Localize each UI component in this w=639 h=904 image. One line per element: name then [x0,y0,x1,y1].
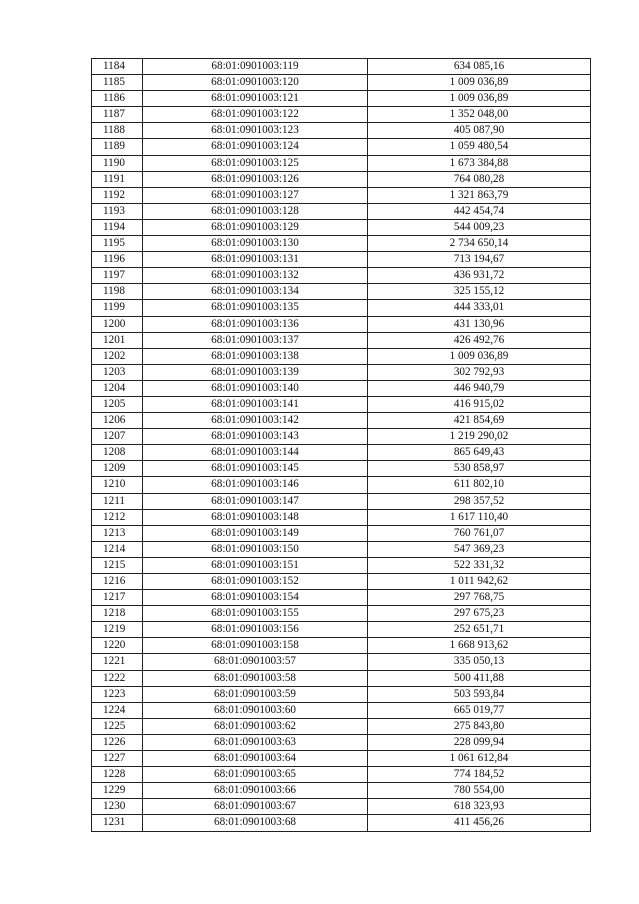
table-row [92,574,591,590]
cadastral-value-cell: 1 219 290,02 [368,429,591,445]
cadastral-value-cell: 446 940,79 [368,380,591,396]
cadastral-number-cell: 68:01:0901003:147 [143,493,368,509]
row-number-cell: 1231 [92,815,143,831]
row-number-cell: 1227 [92,751,143,767]
cadastral-value-cell: 426 492,76 [368,332,591,348]
table-row [92,557,591,573]
table-row [92,751,591,767]
table-row [92,268,591,284]
row-number-cell: 1223 [92,686,143,702]
row-number-cell: 1208 [92,445,143,461]
row-number-cell: 1210 [92,477,143,493]
cadastral-value-cell: 252 651,71 [368,622,591,638]
cadastral-value-cell: 1 009 036,89 [368,348,591,364]
table-row [92,509,591,525]
table-row [92,171,591,187]
table-row [92,606,591,622]
table-row [92,702,591,718]
cadastral-number-cell: 68:01:0901003:132 [143,268,368,284]
cadastral-value-cell: 297 675,23 [368,606,591,622]
row-number-cell: 1204 [92,380,143,396]
cadastral-value-cell: 1 673 384,88 [368,155,591,171]
cadastral-value-cell: 416 915,02 [368,396,591,412]
cadastral-number-cell: 68:01:0901003:58 [143,670,368,686]
cadastral-value-cell: 618 323,93 [368,799,591,815]
cadastral-value-table [91,58,591,832]
row-number-cell: 1220 [92,638,143,654]
table-row [92,429,591,445]
table-row [92,139,591,155]
row-number-cell: 1201 [92,332,143,348]
cadastral-number-cell: 68:01:0901003:120 [143,75,368,91]
cadastral-number-cell: 68:01:0901003:141 [143,396,368,412]
cadastral-number-cell: 68:01:0901003:154 [143,590,368,606]
cadastral-value-cell: 275 843,80 [368,718,591,734]
row-number-cell: 1197 [92,268,143,284]
cadastral-number-cell: 68:01:0901003:150 [143,541,368,557]
row-number-cell: 1224 [92,702,143,718]
row-number-cell: 1219 [92,622,143,638]
table-row [92,799,591,815]
cadastral-number-cell: 68:01:0901003:143 [143,429,368,445]
cadastral-number-cell: 68:01:0901003:124 [143,139,368,155]
cadastral-value-cell: 325 155,12 [368,284,591,300]
cadastral-value-cell: 522 331,32 [368,557,591,573]
table-row [92,670,591,686]
cadastral-value-cell: 500 411,88 [368,670,591,686]
row-number-cell: 1190 [92,155,143,171]
cadastral-number-cell: 68:01:0901003:64 [143,751,368,767]
table-row [92,445,591,461]
table-row [92,380,591,396]
cadastral-value-cell: 1 059 480,54 [368,139,591,155]
cadastral-value-cell: 774 184,52 [368,767,591,783]
cadastral-value-cell: 405 087,90 [368,123,591,139]
table-row [92,203,591,219]
row-number-cell: 1212 [92,509,143,525]
row-number-cell: 1218 [92,606,143,622]
cadastral-value-cell: 634 085,16 [368,59,591,75]
row-number-cell: 1198 [92,284,143,300]
table-row [92,396,591,412]
cadastral-number-cell: 68:01:0901003:151 [143,557,368,573]
table-row [92,686,591,702]
cadastral-number-cell: 68:01:0901003:62 [143,718,368,734]
table-row [92,654,591,670]
cadastral-number-cell: 68:01:0901003:123 [143,123,368,139]
cadastral-value-cell: 2 734 650,14 [368,236,591,252]
table-row [92,815,591,831]
row-number-cell: 1191 [92,171,143,187]
cadastral-number-cell: 68:01:0901003:131 [143,252,368,268]
cadastral-value-cell: 544 009,23 [368,219,591,235]
table-row [92,300,591,316]
cadastral-value-cell: 1 617 110,40 [368,509,591,525]
cadastral-number-cell: 68:01:0901003:158 [143,638,368,654]
cadastral-number-cell: 68:01:0901003:59 [143,686,368,702]
cadastral-value-cell: 764 080,28 [368,171,591,187]
row-number-cell: 1209 [92,461,143,477]
cadastral-number-cell: 68:01:0901003:156 [143,622,368,638]
row-number-cell: 1216 [92,574,143,590]
row-number-cell: 1187 [92,107,143,123]
table-row [92,718,591,734]
table-row [92,477,591,493]
table-row [92,461,591,477]
cadastral-number-cell: 68:01:0901003:127 [143,187,368,203]
row-number-cell: 1196 [92,252,143,268]
cadastral-value-cell: 611 802,10 [368,477,591,493]
table-row [92,767,591,783]
table-row [92,493,591,509]
cadastral-number-cell: 68:01:0901003:146 [143,477,368,493]
table-row [92,541,591,557]
cadastral-value-cell: 865 649,43 [368,445,591,461]
row-number-cell: 1230 [92,799,143,815]
cadastral-value-cell: 665 019,77 [368,702,591,718]
cadastral-value-cell: 1 321 863,79 [368,187,591,203]
table-row [92,590,591,606]
table-row [92,316,591,332]
cadastral-number-cell: 68:01:0901003:140 [143,380,368,396]
cadastral-value-cell: 228 099,94 [368,734,591,750]
table-row [92,413,591,429]
cadastral-number-cell: 68:01:0901003:142 [143,413,368,429]
table-row [92,187,591,203]
cadastral-value-cell: 1 009 036,89 [368,91,591,107]
cadastral-number-cell: 68:01:0901003:60 [143,702,368,718]
cadastral-number-cell: 68:01:0901003:125 [143,155,368,171]
cadastral-value-cell: 547 369,23 [368,541,591,557]
cadastral-number-cell: 68:01:0901003:122 [143,107,368,123]
row-number-cell: 1195 [92,236,143,252]
cadastral-number-cell: 68:01:0901003:136 [143,316,368,332]
table-row [92,638,591,654]
cadastral-number-cell: 68:01:0901003:148 [143,509,368,525]
row-number-cell: 1222 [92,670,143,686]
table-row [92,219,591,235]
cadastral-value-cell: 760 761,07 [368,525,591,541]
row-number-cell: 1228 [92,767,143,783]
cadastral-value-cell: 530 858,97 [368,461,591,477]
cadastral-number-cell: 68:01:0901003:128 [143,203,368,219]
row-number-cell: 1206 [92,413,143,429]
table-body [92,59,591,832]
cadastral-number-cell: 68:01:0901003:149 [143,525,368,541]
row-number-cell: 1203 [92,364,143,380]
row-number-cell: 1186 [92,91,143,107]
table-row [92,236,591,252]
row-number-cell: 1199 [92,300,143,316]
table-row [92,364,591,380]
row-number-cell: 1200 [92,316,143,332]
row-number-cell: 1193 [92,203,143,219]
table-row [92,107,591,123]
cadastral-value-cell: 436 931,72 [368,268,591,284]
row-number-cell: 1215 [92,557,143,573]
cadastral-value-cell: 302 792,93 [368,364,591,380]
cadastral-value-cell: 503 593,84 [368,686,591,702]
cadastral-value-cell: 297 768,75 [368,590,591,606]
cadastral-value-cell: 1 009 036,89 [368,75,591,91]
cadastral-number-cell: 68:01:0901003:152 [143,574,368,590]
table-row [92,284,591,300]
row-number-cell: 1211 [92,493,143,509]
row-number-cell: 1185 [92,75,143,91]
row-number-cell: 1225 [92,718,143,734]
cadastral-value-cell: 335 050,13 [368,654,591,670]
row-number-cell: 1217 [92,590,143,606]
cadastral-number-cell: 68:01:0901003:129 [143,219,368,235]
cadastral-number-cell: 68:01:0901003:57 [143,654,368,670]
table-row [92,252,591,268]
cadastral-number-cell: 68:01:0901003:126 [143,171,368,187]
cadastral-number-cell: 68:01:0901003:145 [143,461,368,477]
cadastral-value-cell: 780 554,00 [368,783,591,799]
row-number-cell: 1184 [92,59,143,75]
row-number-cell: 1205 [92,396,143,412]
row-number-cell: 1207 [92,429,143,445]
cadastral-value-cell: 1 352 048,00 [368,107,591,123]
table-row [92,525,591,541]
table-row [92,332,591,348]
table-row [92,734,591,750]
table-row [92,75,591,91]
cadastral-value-cell: 421 854,69 [368,413,591,429]
cadastral-value-cell: 431 130,96 [368,316,591,332]
cadastral-value-cell: 1 011 942,62 [368,574,591,590]
table-row [92,622,591,638]
cadastral-number-cell: 68:01:0901003:63 [143,734,368,750]
table-row [92,348,591,364]
row-number-cell: 1192 [92,187,143,203]
cadastral-number-cell: 68:01:0901003:137 [143,332,368,348]
table-row [92,783,591,799]
cadastral-number-cell: 68:01:0901003:67 [143,799,368,815]
cadastral-value-cell: 713 194,67 [368,252,591,268]
cadastral-number-cell: 68:01:0901003:144 [143,445,368,461]
cadastral-number-cell: 68:01:0901003:121 [143,91,368,107]
row-number-cell: 1213 [92,525,143,541]
row-number-cell: 1188 [92,123,143,139]
cadastral-number-cell: 68:01:0901003:65 [143,767,368,783]
cadastral-number-cell: 68:01:0901003:68 [143,815,368,831]
cadastral-number-cell: 68:01:0901003:134 [143,284,368,300]
cadastral-number-cell: 68:01:0901003:135 [143,300,368,316]
cadastral-value-cell: 298 357,52 [368,493,591,509]
row-number-cell: 1229 [92,783,143,799]
row-number-cell: 1214 [92,541,143,557]
cadastral-value-cell: 444 333,01 [368,300,591,316]
row-number-cell: 1189 [92,139,143,155]
cadastral-number-cell: 68:01:0901003:155 [143,606,368,622]
cadastral-value-cell: 411 456,26 [368,815,591,831]
cadastral-value-cell: 442 454,74 [368,203,591,219]
row-number-cell: 1221 [92,654,143,670]
table-row [92,59,591,75]
cadastral-number-cell: 68:01:0901003:130 [143,236,368,252]
cadastral-number-cell: 68:01:0901003:139 [143,364,368,380]
cadastral-number-cell: 68:01:0901003:66 [143,783,368,799]
cadastral-value-cell: 1 061 612,84 [368,751,591,767]
table-row [92,155,591,171]
cadastral-number-cell: 68:01:0901003:119 [143,59,368,75]
row-number-cell: 1226 [92,734,143,750]
row-number-cell: 1194 [92,219,143,235]
cadastral-number-cell: 68:01:0901003:138 [143,348,368,364]
row-number-cell: 1202 [92,348,143,364]
table-row [92,123,591,139]
table-row [92,91,591,107]
cadastral-value-cell: 1 668 913,62 [368,638,591,654]
